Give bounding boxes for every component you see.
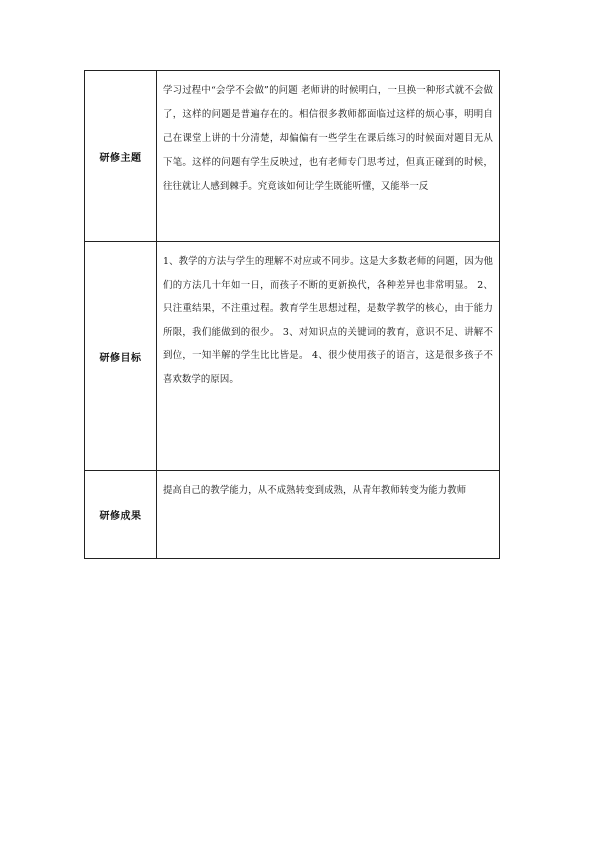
table-row-theme bbox=[85, 71, 500, 242]
row-label-goal: 研修目标 bbox=[85, 242, 157, 471]
row-content-goal: 1、教学的方法与学生的理解不对应或不同步。这是大多数老师的问题，因为他们的方法几十年如一日，而孩子不断的更新换代，各种差异也非常明显。 2、只注重结果，不注重过程。教育学生思想过程，是数学教学的核心，由于能力所限，我们能做到的很少。 3、对知识点的关键词的教育，意识不足、讲解不到位，一知半解的学生比比皆是。 4、很少使用孩子的语言，这是很多孩子不喜欢数学的原因。 bbox=[157, 242, 500, 471]
table-row-result bbox=[85, 471, 500, 559]
row-label-theme: 研修主题 bbox=[85, 71, 157, 242]
table-row-goal bbox=[85, 242, 500, 471]
row-content-result: 提高自己的教学能力，从不成熟转变到成熟，从青年教师转变为能力教师 bbox=[157, 471, 500, 559]
row-label-result: 研修成果 bbox=[85, 471, 157, 559]
research-table bbox=[84, 70, 500, 559]
row-content-theme: 学习过程中“会学不会做”的问题 老师讲的时候明白，一旦换一种形式就不会做了，这样的问题是普遍存在的。相信很多教师都面临过这样的烦心事，明明自己在课堂上讲的十分清楚，却偏偏有一些学生在课后练习的时候面对题目无从下笔。这样的问题有学生反映过，也有老师专门思考过，但真正碰到的时候，往往就让人感到棘手。究竟该如何让学生既能听懂，又能举一反 bbox=[157, 71, 500, 242]
